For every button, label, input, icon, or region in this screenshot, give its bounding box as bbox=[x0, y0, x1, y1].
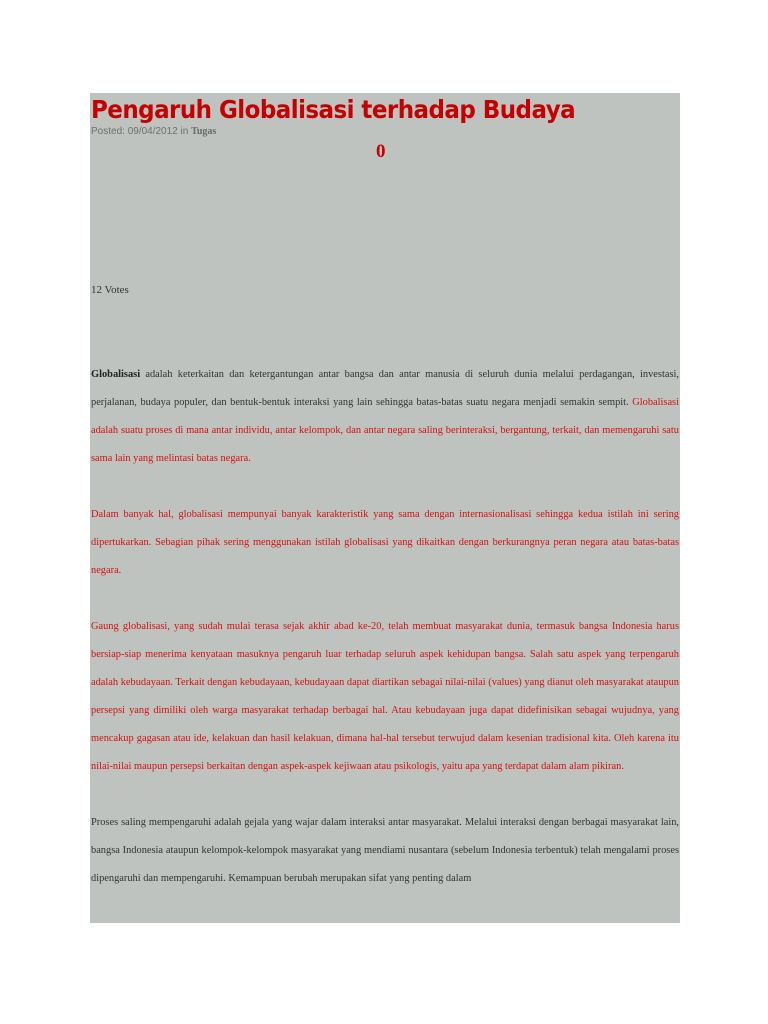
post-title[interactable]: Pengaruh Globalisasi terhadap Budaya bbox=[91, 95, 576, 124]
paragraph-4: Proses saling mempengaruhi adalah gejala yang wajar dalam interaksi antar masyarakat. Melalui interaksi dengan berbagai masyarakat lain, bangsa Indonesia ataupun kelompok-kelompok masyarakat yang mendiami nusantara (sebelum Indonesia terbentuk) telah mengalami proses dipengaruhi dan mempengaruhi. Kemampuan berubah merupakan sifat yang penting dalam bbox=[91, 817, 679, 884]
rating-value: 0 bbox=[376, 141, 386, 162]
term-globalisasi: Globalisasi bbox=[91, 369, 141, 380]
paragraph-1-highlight: Globalisasi adalah suatu proses di mana antar individu, antar kelompok, dan antar negara saling berinteraksi, bergantung, terkait, dan memengaruhi satu sama lain yang melintasi batas negara. bbox=[91, 397, 679, 464]
paragraph-1 bbox=[91, 361, 679, 473]
article-body bbox=[91, 361, 679, 921]
post-meta bbox=[91, 126, 216, 137]
paragraph-1-text: adalah keterkaitan dan ketergantungan antar bangsa dan antar manusia di seluruh dunia melalui perdagangan, investasi, perjalanan, budaya populer, dan bentuk-bentuk interaksi yang lain sehingga batas-batas suatu negara menjadi semakin sempit. bbox=[91, 369, 679, 408]
posted-date: Posted: 09/04/2012 in bbox=[91, 126, 192, 137]
category-link[interactable]: Tugas bbox=[191, 126, 217, 137]
vote-count: 12 Votes bbox=[91, 284, 129, 296]
paragraph-2: Dalam banyak hal, globalisasi mempunyai banyak karakteristik yang sama dengan internasionalisasi sehingga kedua istilah ini sering dipertukarkan. Sebagian pihak sering menggunakan istilah globalisasi yang dikaitkan dengan berkurangnya peran negara atau batas-batas negara. bbox=[91, 509, 679, 576]
post-panel bbox=[90, 93, 680, 923]
paragraph-3: Gaung globalisasi, yang sudah mulai terasa sejak akhir abad ke-20, telah membuat masyarakat dunia, termasuk bangsa Indonesia harus bersiap-siap menerima kenyataan masuknya pengaruh luar terhadap seluruh aspek kehidupan bangsa. Salah satu aspek yang terpengaruh adalah kebudayaan. Terkait dengan kebudayaan, kebudayaan dapat diartikan sebagai nilai-nilai (values) yang dianut oleh masyarakat ataupun persepsi yang dimiliki oleh warga masyarakat terhadap berbagai hal. Atau kebudayaan juga dapat didefinisikan sebagai wujudnya, yang mencakup gagasan atau ide, kelakuan dan hasil kelakuan, dimana hal-hal tersebut terwujud dalam kesenian tradisional kita. Oleh karena itu nilai-nilai maupun persepsi berkaitan dengan aspek-aspek kejiwaan atau psikologis, yaitu apa yang terdapat dalam alam pikiran. bbox=[91, 621, 679, 772]
